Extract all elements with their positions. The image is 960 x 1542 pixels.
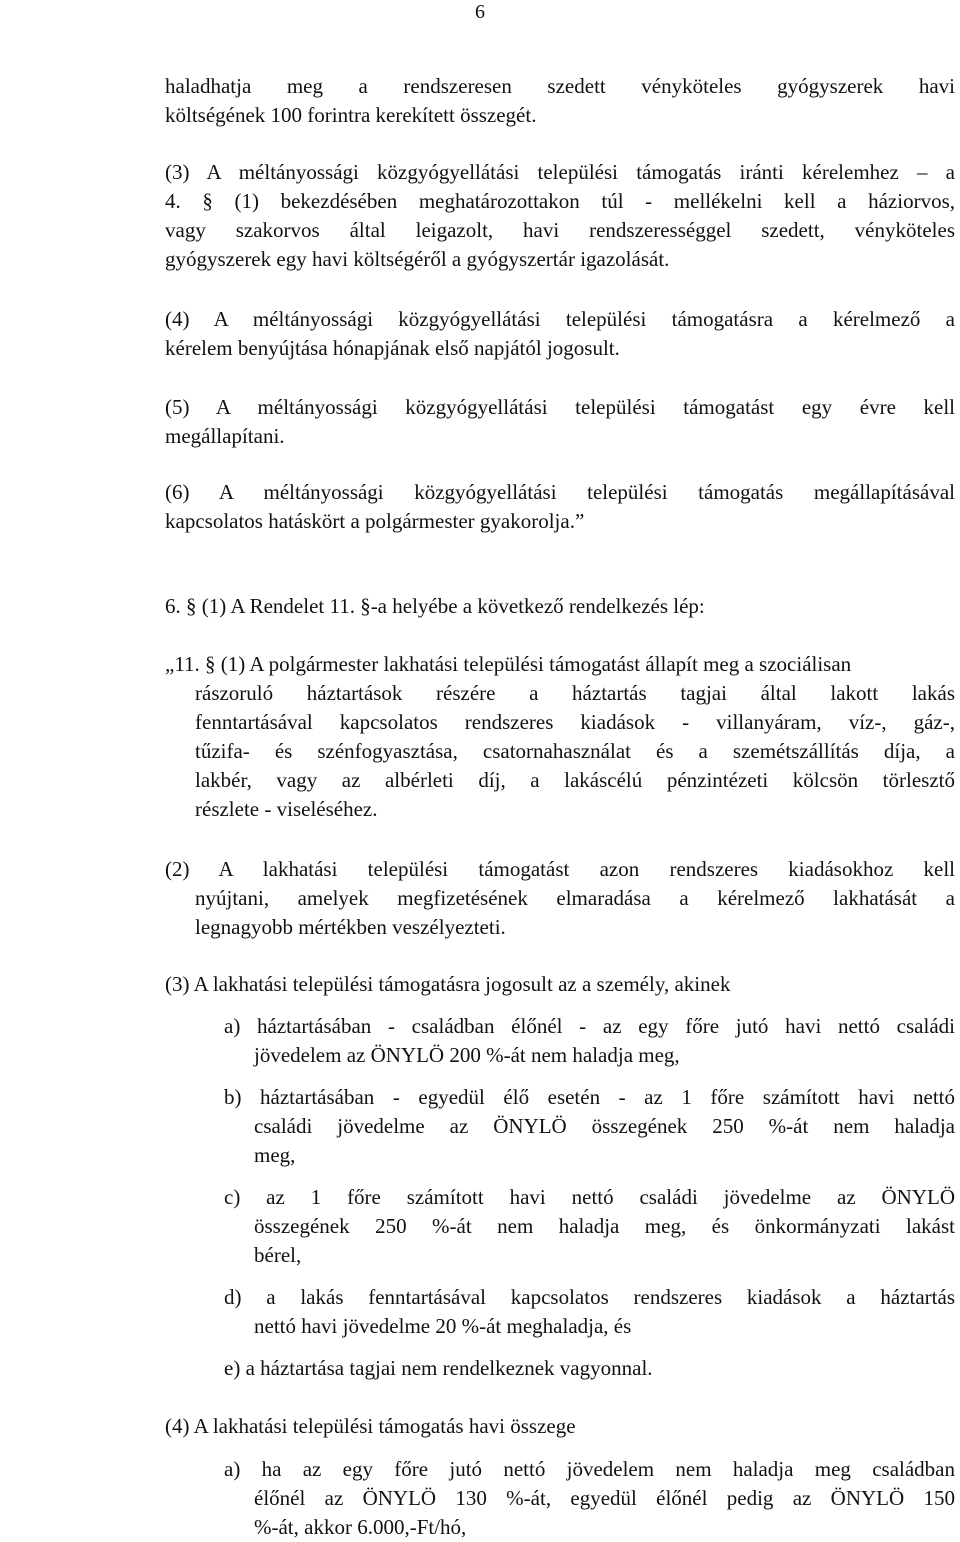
text-line: gyógyszerek egy havi költségéről a gyógyszertár igazolását. bbox=[165, 247, 670, 271]
list-item: d) a lakás fenntartásával kapcsolatos rendszeres kiadások a háztartás bbox=[224, 1285, 955, 1309]
text-line: haladhatja meg a rendszeresen szedett vényköteles gyógyszerek havi bbox=[165, 74, 955, 98]
text-line: 4. § (1) bekezdésében meghatározottakon túl - mellékelni kell a háziorvos, bbox=[165, 189, 955, 213]
text-line: (5) A méltányossági közgyógyellátási települési támogatást egy évre kell bbox=[165, 395, 955, 419]
list-item: b) háztartásában - egyedül élő esetén - az 1 főre számított havi nettó bbox=[224, 1085, 955, 1109]
text-line: (4) A lakhatási települési támogatás havi összege bbox=[165, 1414, 576, 1438]
text-line: „11. § (1) A polgármester lakhatási települési támogatást állapít meg a szociálisan bbox=[165, 652, 852, 676]
text-line: meg, bbox=[254, 1143, 296, 1167]
text-line: rászoruló háztartások részére a háztartás tagjai által lakott lakás bbox=[195, 681, 955, 705]
text-line: (3) A lakhatási települési támogatásra jogosult az a személy, akinek bbox=[165, 972, 731, 996]
list-item: a) háztartásában - családban élőnél - az egy főre jutó havi nettó családi bbox=[224, 1014, 955, 1038]
text-line: lakbér, vagy az albérleti díj, a lakáscélú pénzintézeti kölcsön törlesztő bbox=[195, 768, 955, 792]
text-line: megállapítani. bbox=[165, 424, 285, 448]
text-line: költségének 100 forintra kerekített összegét. bbox=[165, 103, 537, 127]
text-line: élőnél az ÖNYLÖ 130 %-át, egyedül élőnél pedig az ÖNYLÖ 150 bbox=[254, 1486, 955, 1510]
list-item: a) ha az egy főre jutó nettó jövedelem nem haladja meg családban bbox=[224, 1457, 955, 1481]
text-line: legnagyobb mértékben veszélyezteti. bbox=[195, 915, 506, 939]
text-line: kapcsolatos hatáskört a polgármester gyakorolja.” bbox=[165, 509, 585, 533]
text-line: nyújtani, amelyek megfizetésének elmaradása a kérelmező lakhatását a bbox=[195, 886, 955, 910]
text-line: részlete - viseléséhez. bbox=[195, 797, 378, 821]
page-number: 6 bbox=[475, 1, 485, 23]
text-line: összegének 250 %-át nem haladja meg, és önkormányzati lakást bbox=[254, 1214, 955, 1238]
section-heading: 6. § (1) A Rendelet 11. §-a helyébe a következő rendelkezés lép: bbox=[165, 594, 705, 618]
text-line: nettó havi jövedelme 20 %-át meghaladja, és bbox=[254, 1314, 632, 1338]
text-line: (3) A méltányossági közgyógyellátási települési támogatás iránti kérelemhez – a bbox=[165, 160, 955, 184]
text-line: bérel, bbox=[254, 1243, 302, 1267]
list-item: e) a háztartása tagjai nem rendelkeznek vagyonnal. bbox=[224, 1356, 653, 1380]
list-item: c) az 1 főre számított havi nettó családi jövedelme az ÖNYLÖ bbox=[224, 1185, 955, 1209]
text-line: %-át, akkor 6.000,-Ft/hó, bbox=[254, 1515, 467, 1539]
text-line: tűzifa- és szénfogyasztása, csatornahasználat és a szemétszállítás díja, a bbox=[195, 739, 955, 763]
text-line: családi jövedelme az ÖNYLÖ összegének 250 %-át nem haladja bbox=[254, 1114, 955, 1138]
text-line: (4) A méltányossági közgyógyellátási települési támogatásra a kérelmező a bbox=[165, 307, 955, 331]
text-line: vagy szakorvos által leigazolt, havi rendszerességgel szedett, vényköteles bbox=[165, 218, 955, 242]
text-line: jövedelem az ÖNYLÖ 200 %-át nem haladja meg, bbox=[254, 1043, 680, 1067]
text-line: (6) A méltányossági közgyógyellátási települési támogatás megállapításával bbox=[165, 480, 955, 504]
text-line: kérelem benyújtása hónapjának első napjától jogosult. bbox=[165, 336, 620, 360]
text-line: fenntartásával kapcsolatos rendszeres kiadások - villanyáram, víz-, gáz-, bbox=[195, 710, 955, 734]
text-line: (2) A lakhatási települési támogatást azon rendszeres kiadásokhoz kell bbox=[165, 857, 955, 881]
